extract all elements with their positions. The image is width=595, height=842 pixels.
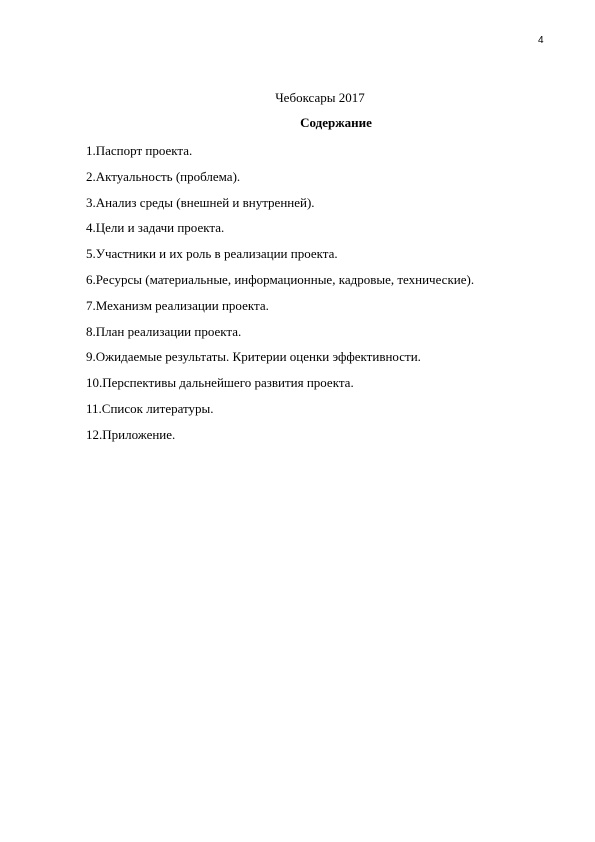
toc-item: 10.Перспективы дальнейшего развития проекта.: [86, 375, 354, 391]
city-year-line: Чебоксары 2017: [275, 90, 365, 105]
toc-item: 2.Актуальность (проблема).: [86, 168, 241, 184]
page-number: 4: [538, 35, 544, 46]
toc-item: 1.Паспорт проекта.: [86, 143, 193, 158]
toc-item: 8.План реализации проекта.: [86, 323, 242, 339]
toc-item: 9.Ожидаемые результаты. Критерии оценки эффективности.: [86, 349, 421, 365]
toc-item: 5.Участники и их роль в реализации проекта.: [86, 246, 338, 262]
toc-item: 12.Приложение.: [86, 426, 176, 442]
toc-item: 3.Анализ среды (внешней и внутренней).: [86, 194, 315, 210]
toc-heading: Содержание: [300, 115, 372, 130]
toc-item: 6.Ресурсы (материальные, информационные, кадровые, технические).: [86, 271, 475, 287]
toc-item: 11.Список литературы.: [86, 400, 214, 416]
toc-item: 4.Цели и задачи проекта.: [86, 220, 225, 236]
table-of-contents: [86, 142, 474, 452]
toc-item: 7.Механизм реализации проекта.: [86, 297, 269, 313]
